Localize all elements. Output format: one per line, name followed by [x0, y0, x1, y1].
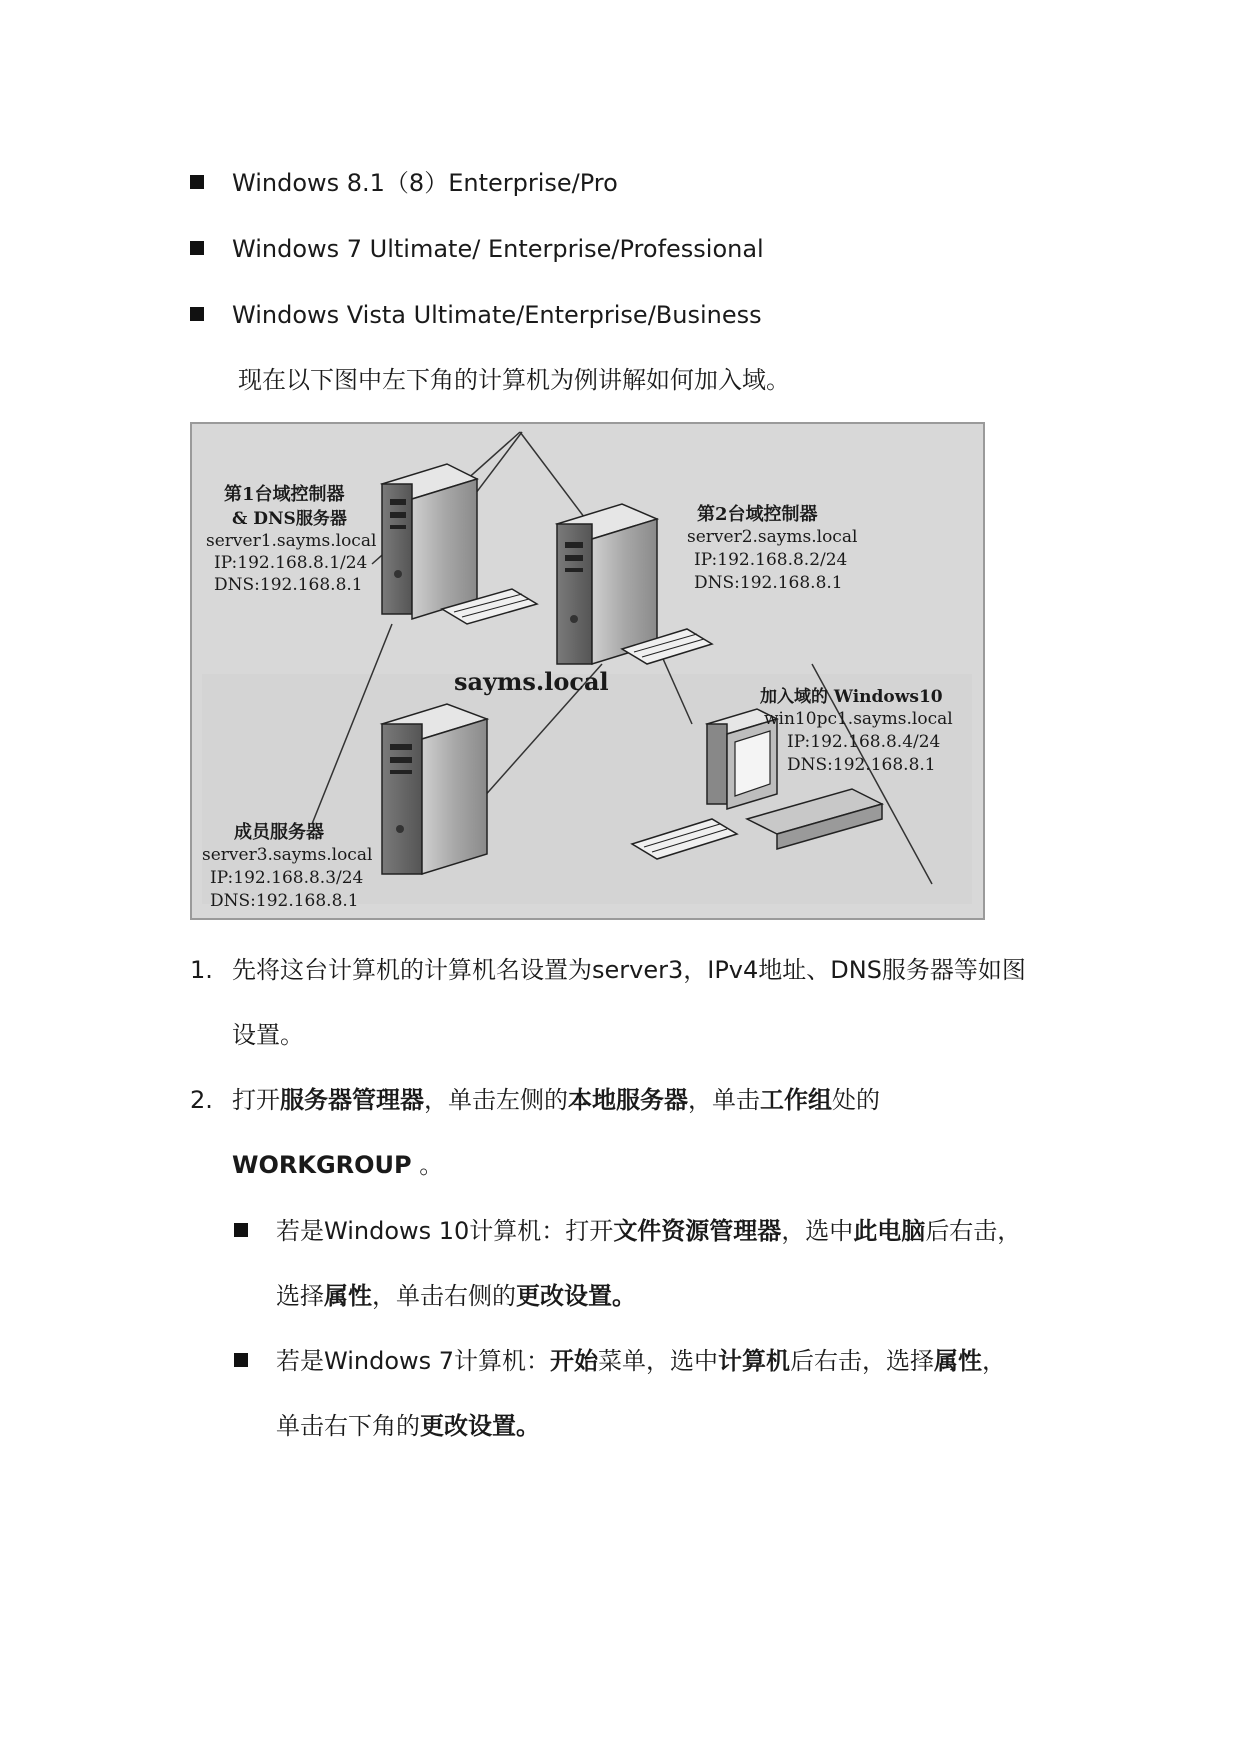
text-run: 处的	[832, 1086, 880, 1114]
sub-bullet-2-line-1	[276, 1346, 1006, 1376]
step-2-line-2	[232, 1150, 443, 1180]
bullet-square-icon	[190, 175, 204, 189]
dc1-fqdn: server1.sayms.local	[206, 531, 377, 551]
ui-term-properties: 属性	[324, 1282, 372, 1310]
ui-term-computer: 计算机	[718, 1347, 791, 1375]
text-run: 后右击，	[925, 1217, 1022, 1245]
text-run: ，	[982, 1347, 1007, 1375]
member-fqdn: server3.sayms.local	[202, 845, 373, 865]
ui-term-workgroup-value: WORKGROUP	[232, 1151, 412, 1179]
text-run: 。	[411, 1151, 444, 1179]
text-run: 若是Windows 7计算机：	[276, 1347, 551, 1375]
os-bullet-item: Windows Vista Ultimate/Enterprise/Business	[232, 301, 762, 329]
client-title: 加入域的 Windows10	[760, 687, 943, 707]
dc2-dns: DNS:192.168.8.1	[694, 573, 843, 593]
network-diagram	[190, 422, 985, 920]
ui-term-this-pc: 此电脑	[853, 1217, 926, 1245]
ui-term-change-settings: 更改设置。	[420, 1412, 540, 1440]
dc2-fqdn: server2.sayms.local	[687, 527, 858, 547]
step-1-line-1: 先将这台计算机的计算机名设置为server3，IPv4地址、DNS服务器等如图	[232, 956, 1026, 984]
text-run: 若是Windows 10计算机：打开	[276, 1217, 614, 1245]
server3-tower-icon	[382, 704, 487, 874]
bullet-square-icon	[190, 307, 204, 321]
server2-tower-icon	[557, 504, 657, 664]
sub-bullet-1-line-2	[276, 1281, 636, 1311]
dc1-role: & DNS服务器	[232, 509, 347, 529]
text-run: 后右击，选择	[790, 1347, 935, 1375]
client-fqdn: win10pc1.sayms.local	[764, 709, 953, 729]
text-run: ，选中	[781, 1217, 854, 1245]
text-run: 选择	[276, 1282, 324, 1310]
bullet-square-icon	[190, 241, 204, 255]
member-title: 成员服务器	[234, 822, 324, 843]
server1-tower-icon	[382, 464, 477, 619]
ui-term-start: 开始	[550, 1347, 599, 1375]
ui-term-file-explorer: 文件资源管理器	[613, 1217, 782, 1245]
step-number: 1.	[190, 956, 213, 984]
dc1-dns: DNS:192.168.8.1	[214, 575, 363, 595]
dc1-ip: IP:192.168.8.1/24	[214, 553, 368, 573]
os-bullet-item: Windows 7 Ultimate/ Enterprise/Professional	[232, 235, 764, 263]
text-run: 打开	[232, 1086, 280, 1114]
bullet-square-icon	[234, 1353, 248, 1367]
member-ip: IP:192.168.8.3/24	[210, 868, 364, 888]
os-bullet-item: Windows 8.1（8）Enterprise/Pro	[232, 169, 618, 197]
ui-term-server-manager: 服务器管理器	[280, 1086, 424, 1114]
text-run: ，单击	[688, 1086, 760, 1114]
sub-bullet-1-line-1	[276, 1216, 1021, 1246]
intro-paragraph: 现在以下图中左下角的计算机为例讲解如何加入域。	[238, 366, 790, 394]
client-ip: IP:192.168.8.4/24	[787, 732, 941, 752]
ui-term-change-settings: 更改设置。	[516, 1282, 636, 1310]
sub-bullet-2-line-2	[276, 1411, 540, 1441]
dc2-title: 第2台域控制器	[697, 504, 818, 525]
step-2-line-1	[232, 1085, 880, 1115]
dc1-title: 第1台域控制器	[224, 484, 345, 505]
step-1-line-2: 设置。	[232, 1021, 304, 1049]
text-run: 单击右下角的	[276, 1412, 420, 1440]
step-number: 2.	[190, 1086, 213, 1114]
text-run: ，单击左侧的	[424, 1086, 568, 1114]
dc2-ip: IP:192.168.8.2/24	[694, 550, 848, 570]
network-diagram-svg	[192, 424, 983, 918]
ui-term-workgroup: 工作组	[760, 1086, 832, 1114]
bullet-square-icon	[234, 1223, 248, 1237]
domain-name-label: sayms.local	[454, 667, 609, 696]
member-dns: DNS:192.168.8.1	[210, 891, 359, 911]
ui-term-local-server: 本地服务器	[568, 1086, 688, 1114]
text-run: 菜单，选中	[598, 1347, 719, 1375]
text-run: ，单击右侧的	[372, 1282, 516, 1310]
client-dns: DNS:192.168.8.1	[787, 755, 936, 775]
ui-term-properties: 属性	[934, 1347, 983, 1375]
